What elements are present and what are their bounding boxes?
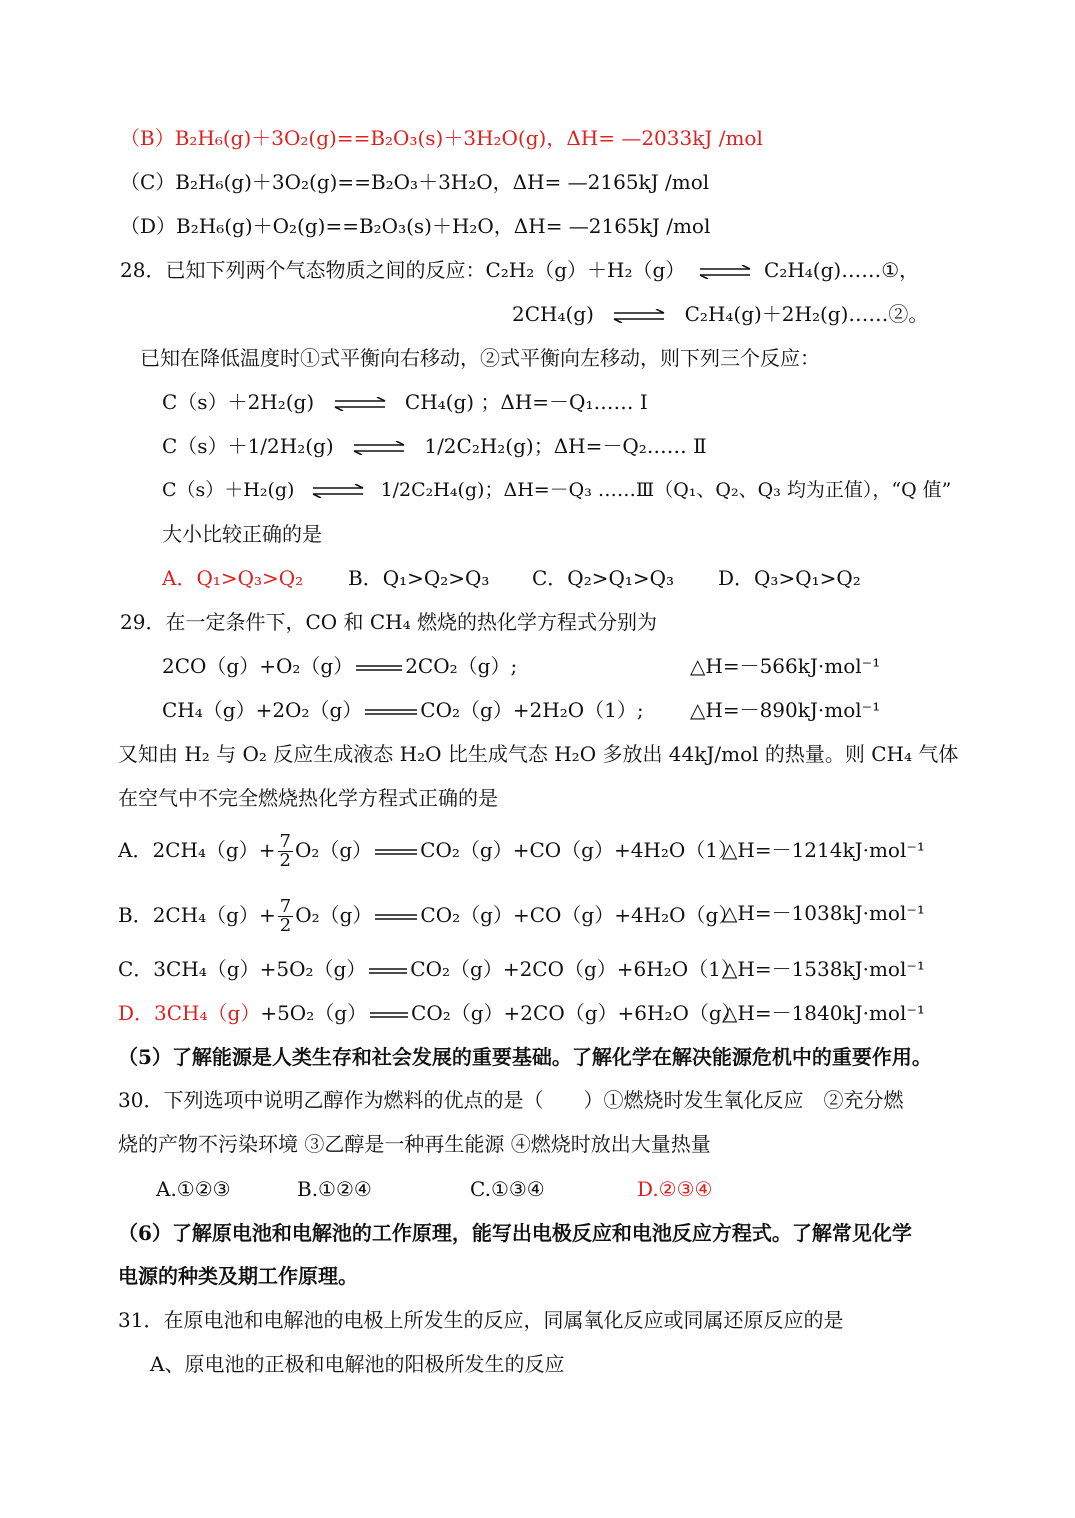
- q31-option-a: A、原电池的正极和电解池的阳极所发生的反应: [150, 1352, 565, 1376]
- q28-option-a: A．Q₁>Q₃>Q₂: [162, 566, 304, 590]
- q29-line4: 在空气中不完全燃烧热化学方程式正确的是: [118, 786, 498, 810]
- q30-option-d: D.②③④: [637, 1177, 713, 1201]
- q27-option-b-label: （B）: [120, 126, 175, 150]
- q29-optA-right: CO₂（g）+CO（g）+4H₂O（1）: [420, 838, 739, 862]
- q28-line2-left: 2CH₄(g): [512, 302, 594, 326]
- q29-e1-left: 2CO（g）+O₂（g）: [162, 654, 354, 678]
- q29-option-d: [118, 1000, 742, 1026]
- q30-line2: 烧的产物不污染环境 ③乙醇是一种再生能源 ④燃烧时放出大量热量: [118, 1132, 711, 1156]
- q29-optD-right: CO₂（g）+2CO（g）+6H₂O（g）: [411, 1001, 742, 1025]
- equilibrium-arrow-icon: [333, 397, 387, 411]
- q28-option-b: B．Q₁>Q₂>Q₃: [348, 566, 490, 590]
- section-6-heading-line1: （6）了解原电池和电解池的工作原理，能写出电极反应和电池反应方程式。了解常见化学: [118, 1221, 912, 1245]
- q29-equation-2: [162, 697, 644, 723]
- q29-optB-left: B．2CH₄（g）+: [118, 903, 276, 927]
- q29-optA-dh: △H=－1214kJ·mol⁻¹: [722, 838, 925, 862]
- q28-r1-left: C（s）＋2H₂(g): [162, 390, 315, 414]
- q29-e1-dh: △H=－566kJ·mol⁻¹: [690, 654, 881, 678]
- equilibrium-arrow-icon: [612, 309, 666, 323]
- q29-line3: 又知由 H₂ 与 O₂ 反应生成液态 H₂O 比生成气态 H₂O 多放出 44kJ/mol 的热量。则 CH₄ 气体: [118, 742, 959, 766]
- q31-intro: 31．在原电池和电解池的电极上所发生的反应，同属氧化反应或同属还原反应的是: [118, 1308, 844, 1332]
- q28-reaction-3: [162, 477, 951, 503]
- q30-line1: 30．下列选项中说明乙醇作为燃料的优点的是（ ）①燃烧时发生氧化反应 ②充分燃: [118, 1088, 904, 1112]
- equals-sign-icon: [368, 967, 408, 975]
- q29-optC-left: C．3CH₄（g）+5O₂（g）: [118, 957, 367, 981]
- q29-option-a: [118, 832, 738, 870]
- q28-option-c: C．Q₂>Q₁>Q₃: [532, 566, 675, 590]
- q29-optD-red: D．3CH₄（g）: [118, 1001, 261, 1025]
- q28-r2-left: C（s）＋1/2H₂(g): [162, 434, 334, 458]
- q28-option-d: D．Q₃>Q₁>Q₂: [718, 566, 861, 590]
- q29-e2-right: CO₂（g）+2H₂O（1）;: [420, 698, 644, 722]
- q29-optC-right: CO₂（g）+2CO（g）+6H₂O（1）: [410, 957, 741, 981]
- q30-option-a: A.①②③: [156, 1177, 231, 1201]
- fraction-denominator: 2: [279, 850, 291, 871]
- q29-optD-dh: △H=－1840kJ·mol⁻¹: [722, 1001, 925, 1025]
- q28-reaction-1: [162, 389, 648, 415]
- equilibrium-arrow-icon: [698, 265, 752, 279]
- q29-optC-dh: △H=－1538kJ·mol⁻¹: [722, 957, 925, 981]
- equals-sign-icon: [369, 1011, 409, 1019]
- q29-e2-dh: △H=－890kJ·mol⁻¹: [690, 698, 881, 722]
- fraction-numerator: 7: [279, 896, 292, 917]
- fraction: [278, 833, 293, 870]
- q28-line2-right: C₂H₄(g)＋2H₂(g)……②。: [684, 302, 929, 326]
- equals-sign-icon: [374, 848, 418, 856]
- q29-optA-left: A．2CH₄（g）+: [118, 838, 276, 862]
- q28-line-cont: 大小比较正确的是: [162, 522, 322, 546]
- q30-option-c: C.①③④: [470, 1177, 545, 1201]
- q29-equation-1: [162, 653, 517, 679]
- q29-optA-mid: O₂（g）: [294, 838, 373, 862]
- q28-reaction-2: [162, 433, 707, 459]
- q27-option-c: （C）B₂H₆(g)＋3O₂(g)==B₂O₃＋3H₂O，ΔH= —2165kJ /mol: [120, 170, 710, 194]
- fraction: [278, 898, 293, 935]
- q27-option-b-text: B₂H₆(g)＋3O₂(g)==B₂O₃(s)＋3H₂O(g)，ΔH= —2033kJ /mol: [174, 126, 763, 150]
- q28-r2-right: 1/2C₂H₂(g)；ΔH=－Q₂…… Ⅱ: [424, 434, 707, 458]
- q28-line1-right: C₂H₄(g)……①，: [764, 258, 920, 282]
- q28-r3-left: C（s）＋H₂(g): [162, 479, 295, 501]
- q29-intro: 29．在一定条件下，CO 和 CH₄ 燃烧的热化学方程式分别为: [120, 610, 657, 634]
- q29-e1-right: 2CO₂（g）;: [405, 654, 518, 678]
- section-6-heading-line2: 电源的种类及期工作原理。: [118, 1264, 358, 1288]
- q27-option-b: [120, 125, 763, 151]
- q28-r3-right: 1/2C₂H₄(g)；ΔH=－Q₃ ……Ⅲ（Q₁、Q₂、Q₃ 均为正值），“Q 值”: [380, 479, 952, 501]
- q29-optB-mid: O₂（g）: [295, 903, 373, 927]
- equals-sign-icon: [374, 913, 418, 921]
- equals-sign-icon: [355, 664, 403, 672]
- q29-option-b: [118, 897, 738, 935]
- q29-optB-right: CO₂（g）+CO（g）+4H₂O（g）: [420, 903, 739, 927]
- fraction-numerator: 7: [279, 831, 291, 852]
- q29-optB-dh: △H=－1038kJ·mol⁻¹: [722, 901, 925, 925]
- q29-e2-left: CH₄（g）+2O₂（g）: [162, 698, 363, 722]
- q28-line1-left: 28．已知下列两个气态物质之间的反应：C₂H₂（g）＋H₂（g）: [120, 258, 686, 282]
- q29-optD-left: +5O₂（g）: [260, 1001, 368, 1025]
- q28-r1-right: CH₄(g) ；ΔH=－Q₁…… Ⅰ: [404, 390, 648, 414]
- q28-line3: 已知在降低温度时①式平衡向右移动，②式平衡向左移动，则下列三个反应：: [140, 346, 820, 370]
- q28-line1: [120, 257, 919, 283]
- fraction-denominator: 2: [279, 915, 292, 936]
- equilibrium-arrow-icon: [352, 441, 406, 455]
- q30-option-b: B.①②④: [297, 1177, 372, 1201]
- section-5-heading: （5）了解能源是人类生存和社会发展的重要基础。了解化学在解决能源危机中的重要作用。: [118, 1045, 932, 1069]
- q27-option-d: （D）B₂H₆(g)＋O₂(g)==B₂O₃(s)＋H₂O，ΔH= —2165kJ /mol: [120, 214, 711, 238]
- equilibrium-arrow-icon: [311, 484, 365, 498]
- equals-sign-icon: [364, 708, 418, 716]
- q28-line2: [512, 301, 928, 327]
- q29-option-c: [118, 956, 741, 982]
